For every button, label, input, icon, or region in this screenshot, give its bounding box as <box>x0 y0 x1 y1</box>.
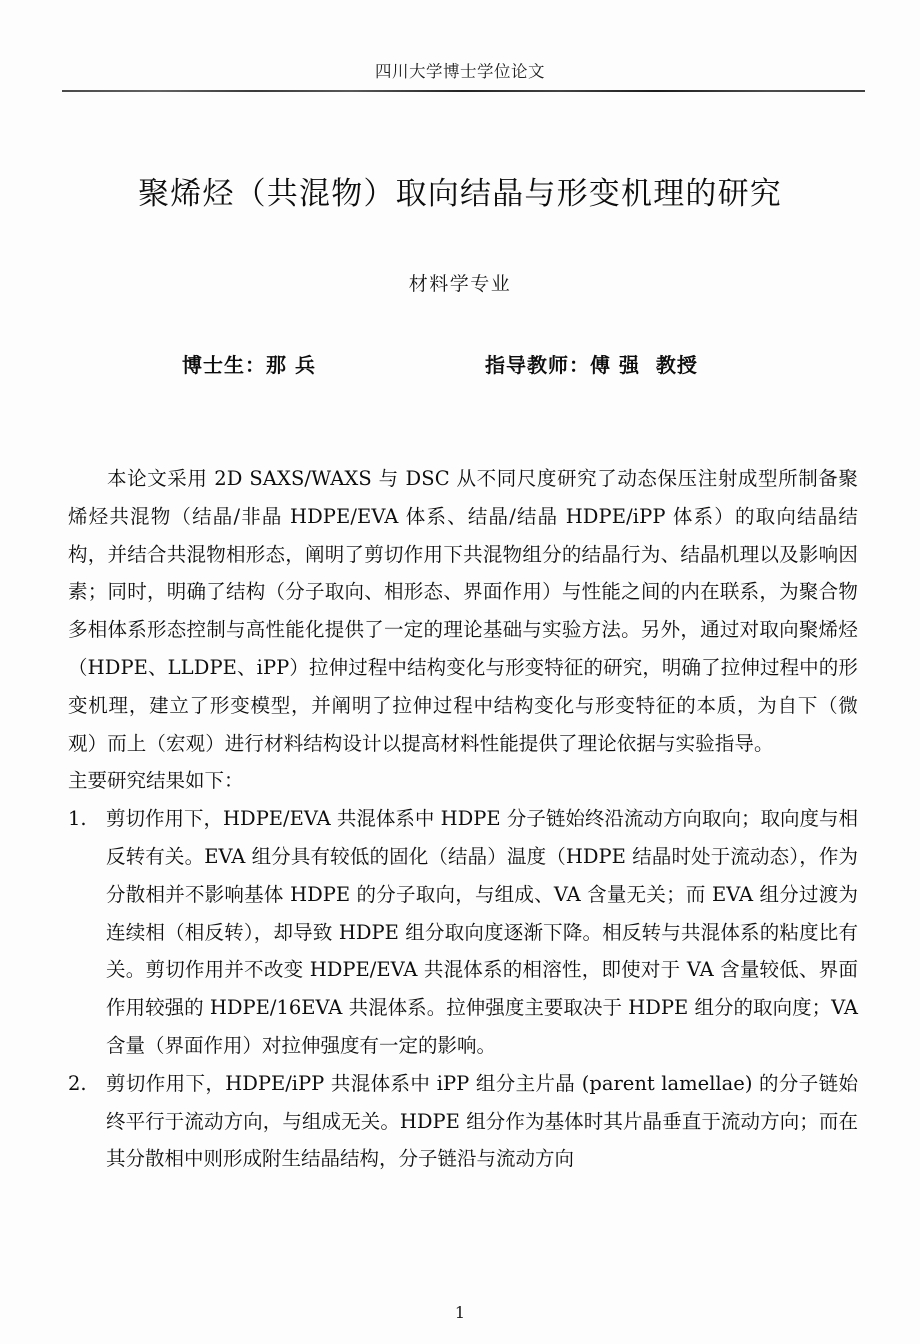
abstract-paragraph: 本论文采用 2D SAXS/WAXS 与 DSC 从不同尺度研究了动态保压注射成型所制备聚烯烃共混物（结晶/非晶 HDPE/EVA 体系、结晶/结晶 HDPE/iPP 体系）的取向结晶结构，并结合共混物相形态，阐明了剪切作用下共混物组分的结晶行为、结晶机理以及影响因素；同时，明确了结构（分子取向、相形态、界面作用）与性能之间的内在联系，为聚合物多相体系形态控制与高性能化提供了一定的理论基础与实验方法。另外，通过对取向聚烯烃（HDPE、LLDPE、iPP）拉伸过程中结构变化与形变特征的研究，明确了拉伸过程中的形变机理，建立了形变模型，并阐明了拉伸过程中结构变化与形变特征的本质，为自下（微观）而上（宏观）进行材料结构设计以提高材料性能提供了理论依据与实验指导。 <box>68 467 858 755</box>
results-list <box>68 800 858 1178</box>
list-item <box>68 1065 858 1178</box>
list-item-text: 剪切作用下，HDPE/EVA 共混体系中 HDPE 分子链始终沿流动方向取向；取向度与相反转有关。EVA 组分具有较低的固化（结晶）温度（HDPE 结晶时处于流动态），作为分散相并不影响基体 HDPE 的分子取向，与组成、VA 含量无关；而 EVA 组分过渡为连续相（相反转），却导致 HDPE 组分取向度逐渐下降。相反转与共混体系的粘度比有关。剪切作用并不改变 HDPE/EVA 共混体系的相溶性，即使对于 VA 含量较低、界面作用较强的 HDPE/16EVA 共混体系。拉伸强度主要取决于 HDPE 组分的取向度；VA 含量（界面作用）对拉伸强度有一定的影响。 <box>106 807 858 1057</box>
major-subtitle: 材料学专业 <box>408 273 512 295</box>
page-number: 1 <box>454 1303 466 1322</box>
list-item-text: 剪切作用下，HDPE/iPP 共混体系中 iPP 组分主片晶 (parent lamellae) 的分子链始终平行于流动方向，与组成无关。HDPE 组分作为基体时其片晶垂直于流动方向；而在其分散相中则形成附生结晶结构，分子链沿与流动方向 <box>106 1071 858 1171</box>
author-row <box>0 349 920 381</box>
abstract-body <box>68 460 858 1178</box>
advisor-label: 指导教师：傅 强 教授 <box>485 353 698 377</box>
results-lead-in: 主要研究结果如下： <box>68 769 244 793</box>
header-rule-divider <box>62 90 865 92</box>
page-title: 聚烯烃（共混物）取向结晶与形变机理的研究 <box>138 176 782 212</box>
list-item-marker: 1. <box>68 807 87 831</box>
list-item <box>68 800 858 1065</box>
list-item-marker: 2. <box>68 1071 87 1095</box>
running-header: 四川大学博士学位论文 <box>375 62 545 81</box>
student-label: 博士生：那 兵 <box>182 353 316 377</box>
